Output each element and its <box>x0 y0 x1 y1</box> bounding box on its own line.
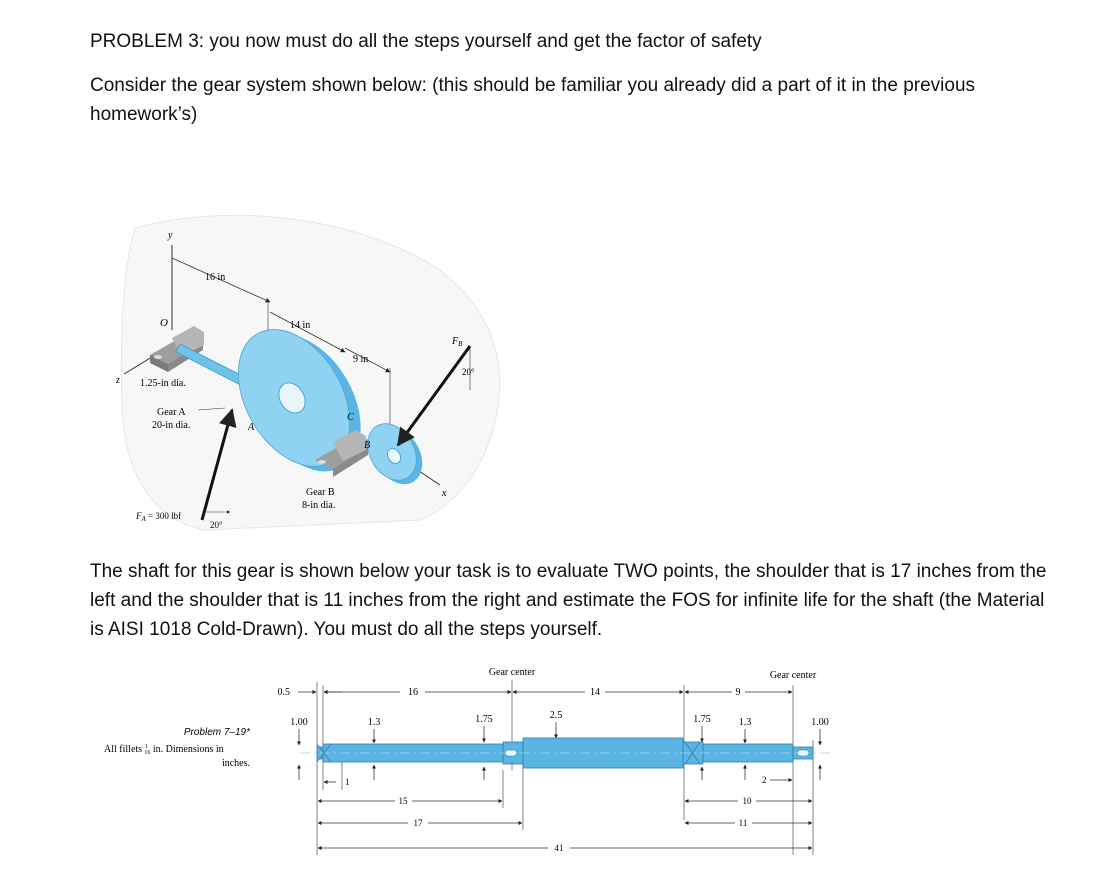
shaft-diameter-label: 1.25-in dia. <box>140 378 186 389</box>
intro-paragraph: Consider the gear system shown below: (this should be familiar you already did a part of it in the previous homework’s) <box>90 75 976 125</box>
force-fb-label: $F_B$ <box>452 336 463 348</box>
problem-number-label: Problem 7–19* <box>183 727 250 738</box>
dim-15-label: 15 <box>398 796 408 806</box>
bearing-o-bolt <box>154 355 162 359</box>
dia-1-00-right-label: 1.00 <box>811 717 829 728</box>
y-axis-label: y <box>168 230 173 241</box>
gear-a-point-label: A <box>248 422 255 433</box>
gear-b-label: Gear B <box>306 487 335 498</box>
gear-b-point-label: B <box>364 440 371 451</box>
gear-a-dia-label: 20-in dia. <box>152 420 191 431</box>
dim-9-label: 9 in <box>353 354 369 365</box>
fa-angle-label: 20° <box>210 520 223 530</box>
dim-1-label: 1 <box>345 777 350 787</box>
dim-17-label: 17 <box>413 818 423 828</box>
dim-0-5-label: 0.5 <box>277 687 290 698</box>
shaft-body <box>300 738 830 768</box>
dia-2-5-label: 2.5 <box>549 710 563 721</box>
bearing-c-label: C <box>347 412 354 423</box>
dim-16-label: 16 in <box>205 272 226 283</box>
gear-center-right-label: Gear center <box>769 670 817 681</box>
gear-a-label: Gear A <box>157 407 186 418</box>
task-paragraph: The shaft for this gear is shown below your task is to evaluate TWO points, the shoulder that is 17 inches from the left and the shoulder that is 11 inches from the right and estimate the FOS for infinite life for the shaft (the Material is AISI 1018 Cold-Drawn). You must do all the steps yourself. <box>90 561 1047 640</box>
x-axis-label: x <box>442 488 447 499</box>
gear-center-left-label: Gear center <box>488 667 536 678</box>
dim-41-label: 41 <box>554 843 564 853</box>
dia-1-3-right-label: 1.3 <box>738 717 752 728</box>
dia-1-3-left-label: 1.3 <box>367 717 381 728</box>
inches-note: inches. <box>221 758 250 769</box>
problem-title: PROBLEM 3: you now must do all the steps yourself and get the factor of safety <box>90 31 762 52</box>
dim-16-label: 16 <box>408 687 418 698</box>
dim-11-label: 11 <box>738 818 748 828</box>
fb-angle-label: 20° <box>462 367 475 377</box>
dim-14-label: 14 in <box>290 320 311 331</box>
fillets-note: All fillets $^1$ 16 in. Dimensions in <box>104 744 224 756</box>
shaft-drawing <box>100 660 835 860</box>
dim-10-label: 10 <box>742 796 752 806</box>
z-axis-label: z <box>116 375 120 386</box>
dim-2-label: 2 <box>762 775 767 785</box>
origin-label: O <box>160 317 168 329</box>
dim-9-label: 9 <box>735 687 741 698</box>
dia-1-00-left-label: 1.00 <box>290 717 308 728</box>
dia-1-75-right-label: 1.75 <box>693 714 711 725</box>
dim-14-label: 14 <box>590 687 600 698</box>
bearing-c-bolt <box>318 460 326 464</box>
force-fa-label: $F_A = 300$ lbf <box>136 511 182 523</box>
gear-system-figure <box>110 205 510 550</box>
gear-b-dia-label: 8-in dia. <box>302 500 336 511</box>
dia-1-75-left-label: 1.75 <box>475 714 493 725</box>
